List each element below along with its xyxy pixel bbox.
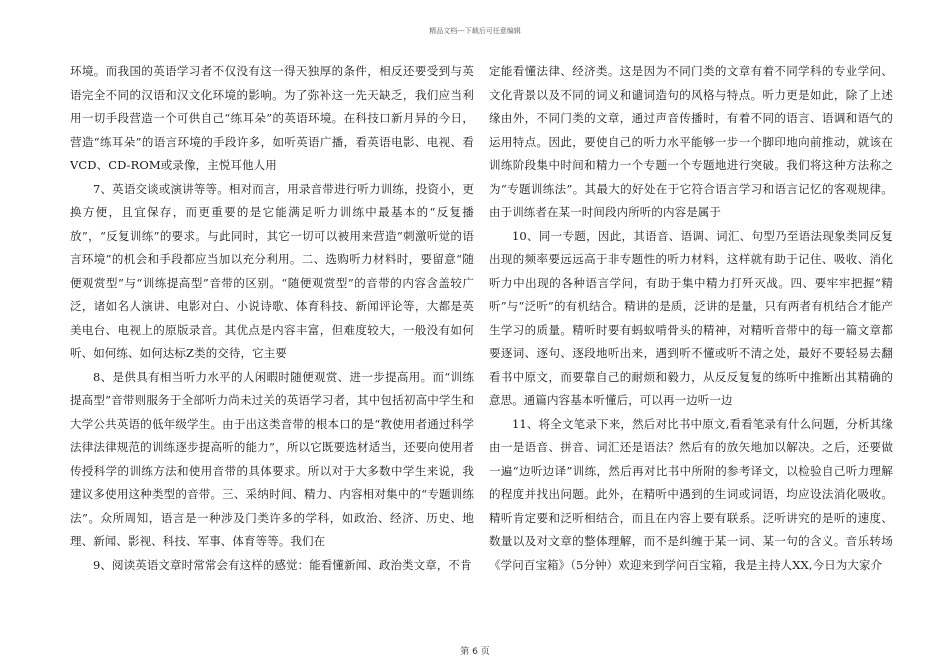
paragraph: 10、同一专题，因此，其语音、语调、词汇、句型乃至语法现象类同反复出现的频率要远远高于非专题性的听力材料，这样就有助于记住、吸收、消化听力中出现的各种语言学问，有助于集中精力打歼灭战。四、要牢牢把握“精听”与“泛听”的有机结合。精讲的是质，泛讲的是量，只有两者有机结合才能产生学习的质量。精听时要有蚂蚁啃骨头的精神，对精听音带中的每一篇文章都要逐词、逐句、逐段地听出来，遇到听不懂或听不清之处，最好不要轻易去翻看书中原文，而要靠自己的耐烦和毅力，从反反复复的练听中推断出其精确的意思。通篇内容基本听懂后，可以再一边听一边 [489, 228, 893, 407]
paragraph: 9、阅读英语文章时常常会有这样的感觉：能看懂新闻、政治类文章，不肯 [93, 557, 472, 572]
page-number: 第 6 页 [460, 647, 490, 657]
right-column [489, 60, 893, 577]
paragraph: 环境。而我国的英语学习者不仅没有这一得天独厚的条件，相反还要受到与英语完全不同的汉语和汉文化环境的影响。为了弥补这一先天缺乏，我们应当利用一切手段营造一个可供自己“练耳朵”的英语环境。在科技口新月异的今日，营造“练耳朵”的语言环境的手段许多，如听英语广播，看英语电影、电视、看VCD、CD-ROM或录像，主悦耳他人用 [70, 64, 474, 172]
paragraph: 定能看懂法律、经济类。这是因为不同门类的文章有着不同学科的专业学问、文化背景以及不同的词义和谴词造句的风格与特点。听力更是如此，除了上述缘由外，不同门类的文章，通过声音传播时，有着不同的语言、语调和语气的运用特点。因此，要使自己的听力水平能够一步一个脚印地向前推动，就该在训练阶段集中时间和精力一个专题一个专题地进行突破。我们将这种方法称之为“专题训练法”。其最大的好处在于它符合语言学习和语言记忆的客观规律。由于训练者在某一时间段内所听的内容是属于 [489, 64, 893, 219]
paragraph: 8、是供具有相当听力水平的人闲暇时随便观赏、进一步提高用。而“训练提高型”音带则服务于全部听力尚未过关的英语学习者，其中包括初高中学生和大学公共英语的低年级学生。由于出这类音带的根本口的是“教使用者通过科学法律法律规范的训练逐步提高听的能力”，所以它既要选材适当，还要向使用者传授科学的训练方法和使用音带的具体要求。所以对于大多数中学生来说，我建议多使用这种类型的音带。三、采纳时间、精力、内容相对集中的“专题训练法”。众所周知，语言是一种涉及门类许多的学科，如政治、经济、历史、地理、新闻、影视、科技、军事、体育等等。我们在 [70, 369, 474, 548]
paragraph: 11、将全文笔录下来，然后对比书中原文,看看笔录有什么问题，分析其缘由一是语音、拼音、词汇还是语法？然后有的放矢地加以解决。之后，还要做一遍“边听边译”训练，然后再对比书中所附的参考译文，以检验自己听力理解的程度并找出问题。此外，在精听中遇到的生词或词语，均应设法消化吸收。精听肯定要和泛听相结合，而且在内容上要有联系。泛听讲究的是听的速度、数量以及对文章的整体理解，而不是纠缠于某一词、某一句的含义。音乐转场《学问百宝箱》（5分钟）欢迎来到学问百宝箱，我是主持人XX,今日为大家介 [489, 416, 893, 572]
page-header: 精品文档---下载后可任意编辑 [429, 27, 521, 35]
left-column [70, 60, 474, 577]
paragraph: 7、英语交谈或演讲等等。相对而言，用录音带进行听力训练，投资小，更换方便，且宜保存，而更重要的是它能满足听力训练中最基本的“反复播放”，“反复训练”的要求。与此同时，其它一切可以被用来营造“刺激听觉的语言环境”的机会和手段都应当加以充分利用。二、选购听力材料时，要留意“随便观赏型”与“训练提高型”音带的区别。“随便观赏型”的音带的内容含盖较广泛，诸如名人演讲、电影对白、小说诗歌、体育科技、新闻评论等，大都是英美电台、电视上的原版录音。其优点是内容丰富，但难度较大，一般没有如何听、如何练、如何达标Z类的交待，它主要 [70, 181, 474, 360]
